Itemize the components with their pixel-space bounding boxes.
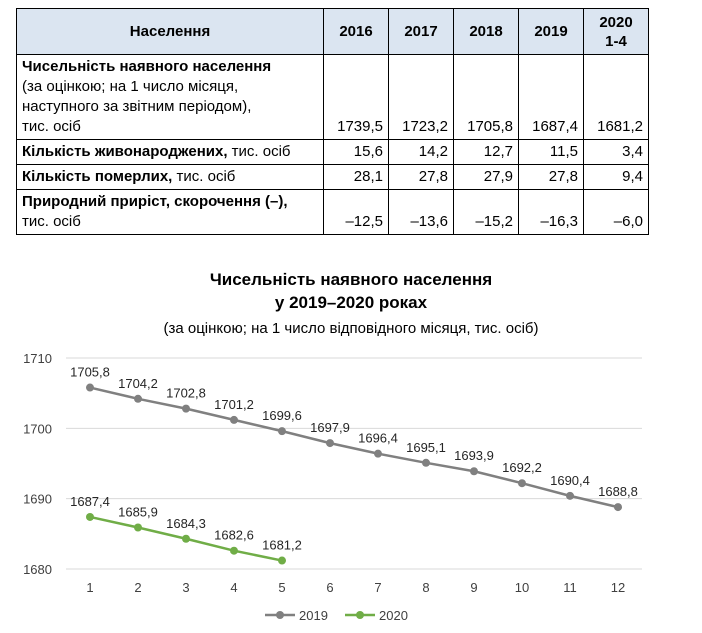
row-label-text: наступного за звітним періодом),: [22, 98, 252, 115]
chart-subtitle: (за оцінкою; на 1 число відповідного місяця, тис. осіб): [163, 320, 539, 337]
x-tick-label: 2: [134, 580, 142, 595]
x-tick-label: 4: [230, 580, 238, 595]
chart-title-line-2: у 2019–2020 роках: [274, 293, 428, 312]
table-cell-value: 9,4: [584, 165, 649, 190]
table-cell-value: 1687,4: [519, 55, 584, 140]
data-label-2020: 1682,6: [214, 527, 254, 543]
data-label-2020: 1684,3: [166, 515, 206, 531]
data-point-2019: [86, 384, 94, 392]
data-label-2020: 1687,4: [70, 493, 110, 509]
x-tick-label: 3: [182, 580, 190, 595]
data-point-2020: [86, 513, 94, 521]
row-label-bold: Природний приріст, скорочення (–),: [22, 193, 288, 210]
x-tick-label: 8: [422, 580, 430, 595]
y-tick-label: 1700: [23, 421, 52, 437]
data-label-2019: 1697,9: [310, 420, 350, 436]
table-cell-value: 14,2: [389, 140, 454, 165]
data-label-2019: 1693,9: [454, 448, 494, 464]
header-population: Населення: [17, 9, 324, 55]
row-label-text: тис. осіб: [227, 143, 291, 160]
table-cell-value: 12,7: [454, 140, 519, 165]
data-point-2019: [422, 459, 430, 467]
x-tick-label: 11: [563, 580, 577, 595]
chart-title-line-1: Чисельність наявного населення: [209, 270, 493, 289]
data-label-2019: 1695,1: [406, 439, 446, 455]
table-cell-value: 1723,2: [389, 55, 454, 140]
data-point-2019: [230, 416, 238, 424]
data-label-2019: 1692,2: [502, 460, 542, 476]
row-label-bold: Кількість живонароджених,: [22, 143, 228, 160]
table-cell-value: –16,3: [519, 190, 584, 235]
x-tick-label: 6: [326, 580, 334, 595]
y-tick-label: 1710: [23, 351, 52, 366]
data-point-2019: [326, 439, 334, 447]
header-2016: 2016: [324, 9, 389, 55]
data-point-2019: [470, 467, 478, 475]
header-2020-year: 2020: [599, 13, 633, 31]
data-point-2020: [182, 535, 190, 543]
x-tick-label: 7: [374, 580, 382, 595]
data-label-2020: 1681,2: [262, 537, 302, 553]
data-point-2019: [374, 450, 382, 458]
data-point-2019: [134, 395, 142, 403]
data-point-2020: [230, 547, 238, 555]
x-tick-label: 1: [86, 580, 94, 595]
data-label-2019: 1699,6: [262, 408, 302, 424]
series-line-2019: [90, 385, 618, 508]
row-label-bold: Чисельність наявного населення: [22, 58, 272, 75]
y-tick-label: 1690: [23, 491, 52, 507]
header-2017: 2017: [389, 9, 454, 55]
data-point-2020: [278, 557, 286, 565]
data-point-2019: [278, 427, 286, 435]
table-cell-value: 27,8: [389, 165, 454, 190]
table-cell-value: 1739,5: [324, 55, 389, 140]
row-label-text: тис. осіб: [22, 213, 81, 230]
x-tick-label: 5: [278, 580, 286, 595]
data-label-2019: 1701,2: [214, 396, 254, 412]
data-label-2019: 1690,4: [550, 472, 590, 488]
header-2019: 2019: [519, 9, 584, 55]
header-2018: 2018: [454, 9, 519, 55]
y-tick-label: 1680: [23, 562, 52, 577]
legend-marker-2019: [276, 611, 284, 619]
table-cell-value: –15,2: [454, 190, 519, 235]
table-cell-value: 27,9: [454, 165, 519, 190]
x-tick-label: 9: [470, 580, 478, 595]
table-cell-value: 11,5: [519, 140, 584, 165]
data-point-2020: [134, 524, 142, 532]
row-label-bold: Кількість померлих,: [22, 168, 173, 185]
data-point-2019: [518, 479, 526, 487]
table-cell-value: 1705,8: [454, 55, 519, 140]
table-cell-value: 3,4: [584, 140, 649, 165]
x-tick-label: 10: [514, 580, 530, 595]
table-cell-value: 27,8: [519, 165, 584, 190]
table-cell-value: –6,0: [584, 190, 649, 235]
data-label-2019: 1696,4: [358, 430, 398, 446]
data-label-2019: 1688,8: [598, 484, 638, 500]
data-label-2020: 1685,9: [118, 504, 158, 520]
data-label-2019: 1704,2: [118, 375, 158, 391]
row-label-text: тис. осіб: [172, 168, 236, 185]
header-2020-months: 1-4: [605, 32, 627, 50]
data-point-2019: [182, 405, 190, 413]
table-cell-value: –12,5: [324, 190, 389, 235]
data-label-2019: 1705,8: [70, 364, 110, 380]
data-point-2019: [566, 492, 574, 500]
legend-label-2020: 2020: [379, 608, 408, 623]
table-cell-value: 1681,2: [584, 55, 649, 140]
data-label-2019: 1702,8: [166, 385, 206, 401]
data-point-2019: [614, 503, 622, 511]
row-label-text: (за оцінкою; на 1 число місяця,: [22, 78, 239, 95]
legend-label-2019: 2019: [299, 608, 328, 623]
x-tick-label: 12: [610, 580, 626, 595]
table-cell-value: –13,6: [389, 190, 454, 235]
legend-marker-2020: [356, 611, 364, 619]
row-label-text: тис. осіб: [22, 118, 81, 135]
table-cell-value: 28,1: [324, 165, 389, 190]
table-cell-value: 15,6: [324, 140, 389, 165]
